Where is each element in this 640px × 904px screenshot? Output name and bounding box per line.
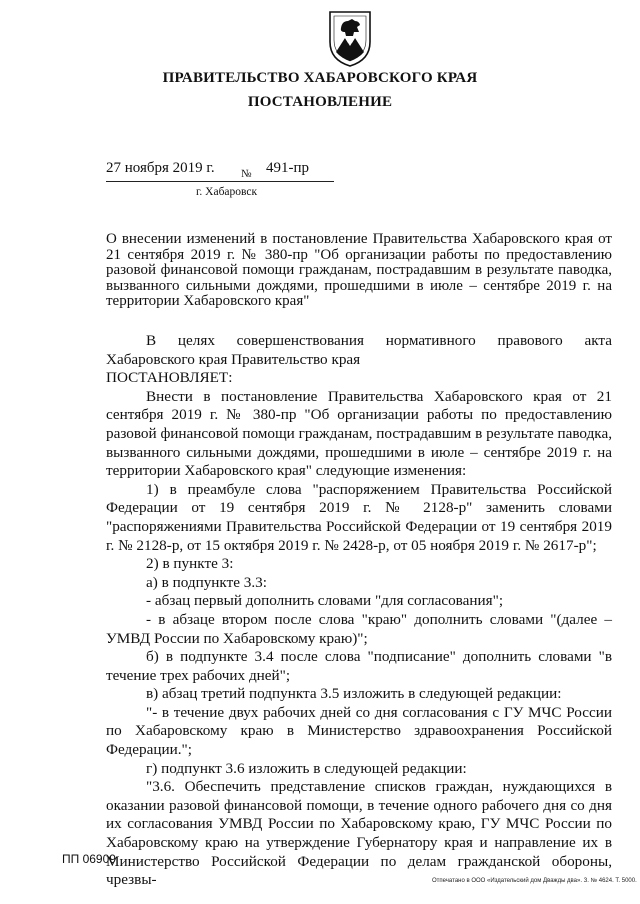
government-title: ПРАВИТЕЛЬСТВО ХАБАРОВСКОГО КРАЯ [162, 70, 478, 86]
document-type: ПОСТАНОВЛЕНИЕ [247, 94, 393, 110]
paragraph: "- в течение двух рабочих дней со дня согласования с ГУ МЧС России по Хабаровскому краю в Министерство здравоохранения Российской Федерации."; [106, 703, 612, 759]
paragraph: 1) в преамбуле слова "распоряжением Правительства Российской Федерации от 19 сентября 2019 г. № 2128-р" заменить словами "распоряжениями Правительства Российской Федерации от 19 сентября 2019 г. № 2128-р, от 15 октября 2019 г. № 2428-р, от 05 ноября 2019 г. № 2617-р"; [106, 480, 612, 554]
paragraph: Внести в постановление Правительства Хабаровского края от 21 сентября 2019 г. № 380-пр "Об организации работы по предоставлению разовой финансовой помощи гражданам, пострадавшим в результате паводка, вызванного сильными дождями, прошедшими в июле – сентябре 2019 г. на территории Хабаровского края" следующие изменения: [106, 387, 612, 480]
document-date: 27 ноября 2019 г. [106, 160, 215, 176]
document-subject: О внесении изменений в постановление Правительства Хабаровского края от 21 сентября 2019 г. № 380-пр "Об организации работы по предоставлению разовой финансовой помощи гражданам, пострадавшим в результате паводка, вызванного сильными дождями, прошедшими в июле – сентябре 2019 г. на территории Хабаровского края" [106, 231, 612, 309]
date-underline [106, 181, 334, 182]
document-number: 491-пр [266, 160, 310, 176]
document-city: г. Хабаровск [196, 186, 258, 198]
printer-imprint: Отпечатано в ООО «Издательский дом Дважды два». З. № 4624. Т. 5000. [432, 878, 637, 884]
number-sign: № [241, 168, 252, 180]
document-code: ПП 06909 [62, 852, 116, 866]
paragraph: - абзац первый дополнить словами "для согласования"; [146, 592, 504, 610]
resolves-heading: ПОСТАНОВЛЯЕТ: [106, 369, 233, 387]
paragraph: в) абзац третий подпункта 3.5 изложить в следующей редакции: [146, 685, 562, 703]
paragraph: 2) в пункте 3: [146, 555, 234, 573]
document-body [106, 332, 612, 890]
paragraph: а) в подпункте 3.3: [146, 573, 267, 591]
paragraph: - в абзаце втором после слова "краю" дополнить словами "(далее – УМВД России по Хабаровскому краю)"; [106, 610, 612, 647]
paragraph: "3.6. Обеспечить представление списков граждан, нуждающихся в оказании разовой финансовой помощи, в течение одного рабочего дня со дня их согласования УМВД России по Хабаровскому краю, ГУ МЧС России по Хабаровскому краю на утверждение Губернатору края и направление их в Министерство Российской Федерации по делам гражданской обороны, чрезвы- [106, 778, 612, 889]
coat-of-arms-emblem [326, 8, 374, 68]
paragraph: г) подпункт 3.6 изложить в следующей редакции: [146, 759, 467, 777]
paragraph: В целях совершенствования нормативного правового акта Хабаровского края Правительство края [106, 332, 612, 368]
paragraph: б) в подпункте 3.4 после слова "подписание" дополнить словами "в течение трех рабочих дней"; [106, 648, 612, 684]
